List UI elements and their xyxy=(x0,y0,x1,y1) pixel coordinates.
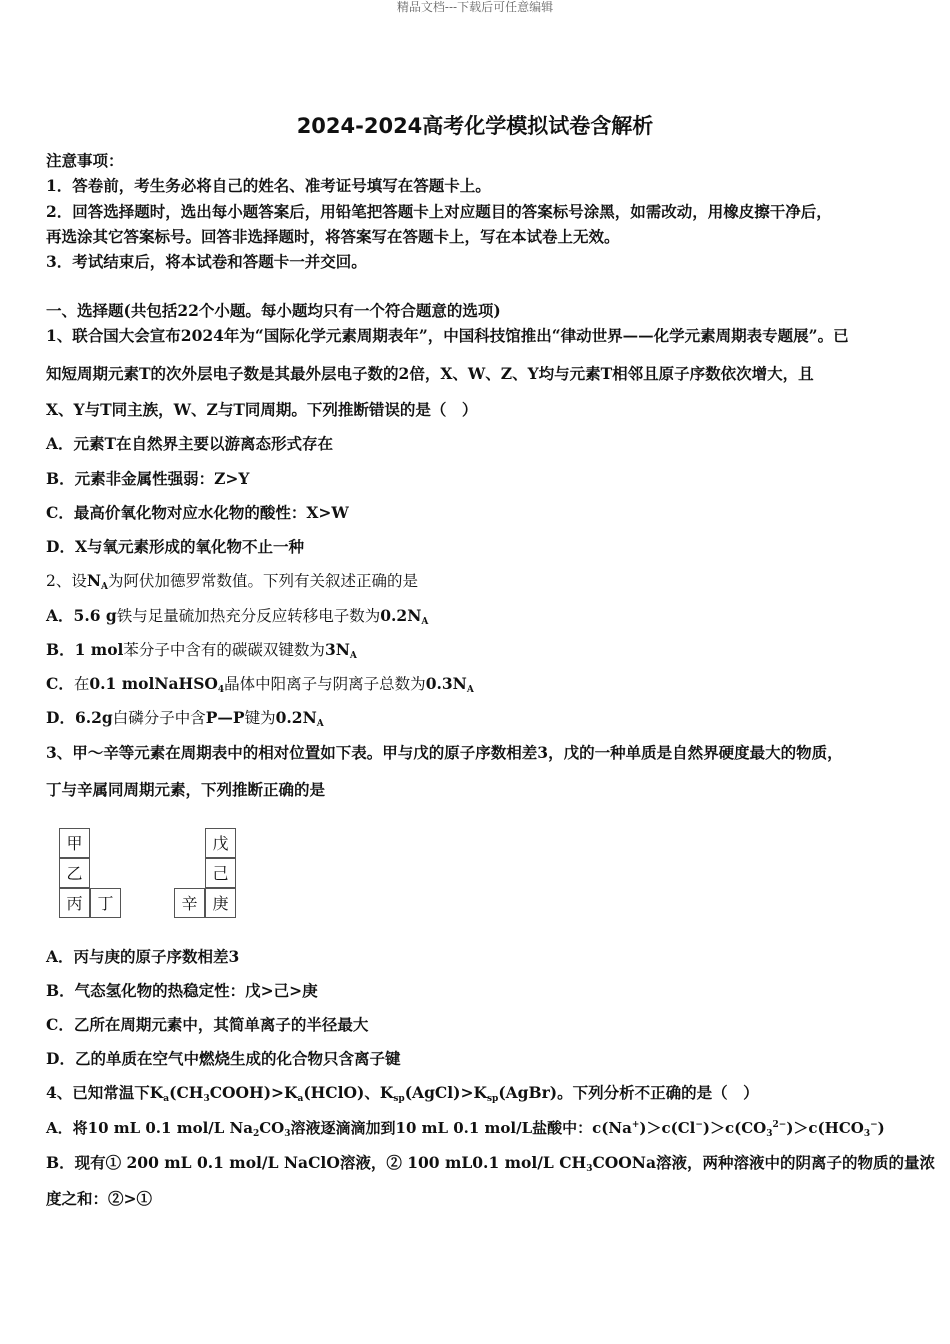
q3-option-c: C．乙所在周期元素中，其简单离子的半径最大 xyxy=(46,1015,369,1034)
q4-option-b: B．现有① 200 mL 0.1 mol/L NaClO溶液，② 100 mL0.1 mol/L $CH_3COONa$溶液，两种溶液中的阴离子的物质的量浓 xyxy=(46,1153,936,1174)
notice-item-3: 3．考试结束后，将本试卷和答题卡一并交回。 xyxy=(46,252,367,271)
table-cell-ding: 丁 xyxy=(90,888,121,918)
q4-option-a: A．将10 mL 0.1 mol/L $Na_2CO_3$溶液逐滴滴加到10 mL 0.1 mol/L盐酸中：$c(Na^+)>c(Cl^-)>c(CO_3^{2-})>c(HCO_3^-)$ xyxy=(46,1119,885,1139)
notice-heading: 注意事项： xyxy=(46,151,124,170)
table-cell-xin: 辛 xyxy=(174,888,205,918)
page-title: 2024-2024高考化学模拟试卷含解析 xyxy=(296,114,654,138)
q3-stem-line-1: 3、甲～辛等元素在周期表中的相对位置如下表。甲与戊的原子序数相差3，戊的一种单质是自然界硬度最大的物质， xyxy=(46,743,843,762)
table-cell-geng: 庚 xyxy=(205,888,236,918)
q1-option-b: B．元素非金属性强弱：Z>Y xyxy=(46,469,250,488)
table-cell-wu: 戊 xyxy=(205,828,236,858)
q2-stem: 2、设$N_A$为阿伏加德罗常数值。下列有关叙述正确的是 xyxy=(46,571,419,592)
page-header: 精品文档---下载后可任意编辑 xyxy=(396,0,554,14)
table-cell-ji: 己 xyxy=(205,858,236,888)
q1-option-c: C．最高价氧化物对应水化物的酸性：X>W xyxy=(46,503,349,522)
notice-item-2-cont: 再选涂其它答案标号。回答非选择题时，将答案写在答题卡上，写在本试卷上无效。 xyxy=(46,227,620,246)
q2-option-d: D．6.2g白磷分子中含P—P键为$0.2N_A$ xyxy=(46,708,324,729)
notice-item-2: 2．回答选择题时，选出每小题答案后，用铅笔把答题卡上对应题目的答案标号涂黑，如需改动，用橡皮擦干净后， xyxy=(46,202,832,221)
q1-stem-line-2: 知短周期元素T的次外层电子数是其最外层电子数的2倍，X、W、Z、Y均与元素T相邻且原子序数依次增大，且 xyxy=(46,364,814,383)
q1-option-a: A．元素T在自然界主要以游离态形式存在 xyxy=(46,434,334,453)
q4-option-b-cont: 度之和：②>① xyxy=(46,1189,152,1208)
q3-stem-line-2: 丁与辛属同周期元素，下列推断正确的是 xyxy=(46,780,326,799)
q2-option-a: A．5.6 g铁与足量硫加热充分反应转移电子数为$0.2N_A$ xyxy=(46,606,429,627)
q3-option-a: A．丙与庚的原子序数相差3 xyxy=(46,947,240,966)
notice-item-1: 1．答卷前，考生务必将自己的姓名、准考证号填写在答题卡上。 xyxy=(46,176,491,195)
q4-stem: 4、已知常温下$K_a(CH_3COOH)>K_a(HClO)$、$K_{sp}(AgCl)>K_{sp}(AgBr)$。下列分析不正确的是（ ） xyxy=(46,1083,759,1104)
q1-stem-line-1: 1、联合国大会宣布2024年为“国际化学元素周期表年”，中国科技馆推出“律动世界——化学元素周期表专题展”。已 xyxy=(46,326,849,345)
q1-option-d: D．X与氧元素形成的氧化物不止一种 xyxy=(46,537,304,556)
q3-option-d: D．乙的单质在空气中燃烧生成的化合物只含离子键 xyxy=(46,1049,401,1068)
q2-option-b: B．1 mol苯分子中含有的碳碳双键数为$3N_A$ xyxy=(46,640,357,661)
section-heading: 一、选择题(共包括22个小题。每小题均只有一个符合题意的选项) xyxy=(46,301,501,320)
q2-option-c: C．在0.1 molNaHSO$_4$晶体中阳离子与阴离子总数为$0.3N_A$ xyxy=(46,674,474,695)
periodic-table-fragment xyxy=(55,826,239,922)
table-cell-jia: 甲 xyxy=(59,828,90,858)
table-cell-yi: 乙 xyxy=(59,858,90,888)
q3-option-b: B．气态氢化物的热稳定性：戊>己>庚 xyxy=(46,981,318,1000)
table-cell-bing: 丙 xyxy=(59,888,90,918)
q1-stem-line-3: X、Y与T同主族，W、Z与T同周期。下列推断错误的是（ ） xyxy=(46,400,478,419)
